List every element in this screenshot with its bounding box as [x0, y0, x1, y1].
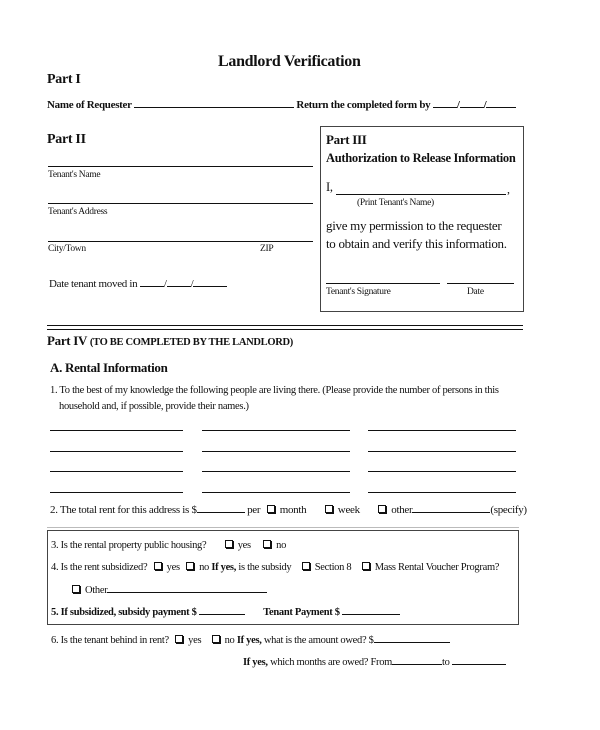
part-2-heading: Part II	[47, 132, 86, 147]
q6-no-checkbox[interactable]	[212, 635, 220, 643]
q4-yes-checkbox[interactable]	[154, 562, 162, 570]
other-checkbox[interactable]	[378, 505, 386, 513]
tenant-address-label: Tenant's Address	[48, 207, 108, 217]
comma: ,	[507, 182, 510, 196]
specify-label: (specify)	[490, 504, 527, 516]
q1-line-2: household and, if possible, provide their names.)	[59, 401, 249, 412]
city-zip-field[interactable]	[48, 241, 313, 242]
print-name-label: (Print Tenant's Name)	[357, 198, 434, 208]
moved-in-month-field[interactable]	[140, 277, 164, 287]
tenant-payment-field[interactable]	[342, 605, 400, 615]
date-separator: /	[456, 99, 460, 111]
from-month-field[interactable]	[392, 655, 442, 665]
section-a-heading: A. Rental Information	[50, 360, 168, 375]
signature-label: Tenant's Signature	[326, 287, 391, 297]
rent-amount-field[interactable]	[197, 503, 245, 513]
date-separator: /	[190, 278, 194, 290]
q4-no-label: no	[199, 562, 209, 573]
divider	[47, 329, 523, 330]
months-if-yes: If yes,	[243, 657, 268, 668]
return-year-field[interactable]	[486, 98, 516, 108]
household-field[interactable]	[368, 451, 516, 452]
requester-label: Name of Requester	[47, 99, 132, 111]
section8-label: Section 8	[314, 562, 352, 573]
household-field[interactable]	[50, 492, 183, 493]
to-label: to	[442, 657, 450, 668]
part-4-note: (TO BE COMPLETED BY THE LANDLORD)	[89, 337, 294, 348]
q3-no-checkbox[interactable]	[263, 540, 271, 548]
subsidy-payment-field[interactable]	[199, 605, 245, 615]
q4-other-row	[68, 583, 267, 597]
return-by-label: Return the completed form by	[296, 99, 431, 111]
months-owed-label: which months are owed? From	[270, 657, 393, 668]
requester-row	[47, 98, 516, 111]
mrvp-label: Mass Rental Voucher Program?	[374, 562, 500, 573]
q5-label: 5. If subsidized, subsidy payment $	[51, 607, 197, 618]
zip-label: ZIP	[260, 244, 274, 254]
q3-row	[51, 540, 286, 552]
part-1-heading: Part I	[47, 72, 81, 87]
household-field[interactable]	[368, 471, 516, 472]
tenant-name-field[interactable]	[48, 166, 313, 167]
q3-yes-checkbox[interactable]	[225, 540, 233, 548]
part-3-heading: Part III	[326, 132, 367, 147]
q4-label: 4. Is the rent subsidized?	[51, 562, 148, 573]
other-label: other	[391, 504, 413, 516]
tenant-signature-field[interactable]	[326, 283, 440, 284]
moved-in-row	[49, 277, 227, 290]
q3-label: 3. Is the rental property public housing?	[51, 540, 207, 551]
divider	[47, 325, 523, 326]
permission-line-1: give my permission to the requester	[326, 218, 502, 233]
q6-yes-label: yes	[188, 635, 202, 646]
moved-in-day-field[interactable]	[167, 277, 191, 287]
q4-other-field[interactable]	[107, 583, 267, 593]
city-label: City/Town	[48, 244, 86, 254]
household-field[interactable]	[202, 471, 350, 472]
q4-yes-label: yes	[166, 562, 180, 573]
return-month-field[interactable]	[433, 98, 457, 108]
q3-yes-label: yes	[237, 540, 251, 551]
tenant-payment-label: Tenant Payment $	[263, 607, 340, 618]
permission-line-2: to obtain and verify this information.	[326, 236, 507, 251]
date-separator: /	[483, 99, 487, 111]
requester-name-field[interactable]	[134, 98, 294, 108]
household-field[interactable]	[368, 492, 516, 493]
i-label: I,	[326, 180, 333, 194]
q4-other-checkbox[interactable]	[72, 585, 80, 593]
amount-owed-field[interactable]	[374, 633, 450, 643]
household-field[interactable]	[202, 451, 350, 452]
household-field[interactable]	[50, 471, 183, 472]
q2-row	[50, 503, 527, 516]
months-owed-row	[243, 655, 506, 669]
tenant-name-label: Tenant's Name	[48, 170, 101, 180]
household-field[interactable]	[202, 430, 350, 431]
print-tenant-name-field[interactable]	[336, 194, 506, 195]
part-3-subheading: Authorization to Release Information	[326, 151, 516, 165]
signature-date-field[interactable]	[447, 283, 514, 284]
part-4-heading	[47, 334, 293, 349]
week-checkbox[interactable]	[325, 505, 333, 513]
week-label: week	[337, 504, 360, 516]
household-field[interactable]	[50, 451, 183, 452]
per-label: per	[247, 504, 261, 516]
other-specify-field[interactable]	[412, 503, 490, 513]
month-checkbox[interactable]	[267, 505, 275, 513]
q3-no-label: no	[276, 540, 287, 551]
mrvp-checkbox[interactable]	[362, 562, 370, 570]
return-day-field[interactable]	[460, 98, 484, 108]
moved-in-year-field[interactable]	[193, 277, 227, 287]
q4-subsidy-label: is the subsidy	[238, 562, 292, 573]
q6-no-label: no	[224, 635, 235, 646]
tenant-address-field[interactable]	[48, 203, 313, 204]
q4-no-checkbox[interactable]	[186, 562, 194, 570]
q6-if-yes: If yes,	[236, 635, 262, 646]
q6-yes-checkbox[interactable]	[175, 635, 183, 643]
moved-in-label: Date tenant moved in	[49, 278, 138, 290]
divider	[47, 527, 519, 528]
to-month-field[interactable]	[452, 655, 506, 665]
part-4-title: Part IV	[47, 333, 87, 348]
q2-label: 2. The total rent for this address is $	[50, 504, 197, 516]
q5-row	[51, 605, 400, 619]
amount-owed-label: what is the amount owed? $	[263, 635, 374, 646]
form-title: Landlord Verification	[218, 53, 361, 70]
q4-row	[51, 562, 499, 574]
date-label: Date	[467, 287, 484, 297]
q6-row	[51, 633, 450, 647]
household-field[interactable]	[202, 492, 350, 493]
q1-line-1: 1. To the best of my knowledge the following people are living there. (Please provide the number of persons in this	[50, 385, 499, 396]
q6-label: 6. Is the tenant behind in rent?	[51, 635, 169, 646]
date-separator: /	[163, 278, 167, 290]
household-field[interactable]	[50, 430, 183, 431]
month-label: month	[279, 504, 307, 516]
q4-other-label: Other	[85, 585, 108, 596]
q4-if-yes: If yes,	[211, 562, 237, 573]
household-field[interactable]	[368, 430, 516, 431]
section8-checkbox[interactable]	[302, 562, 310, 570]
